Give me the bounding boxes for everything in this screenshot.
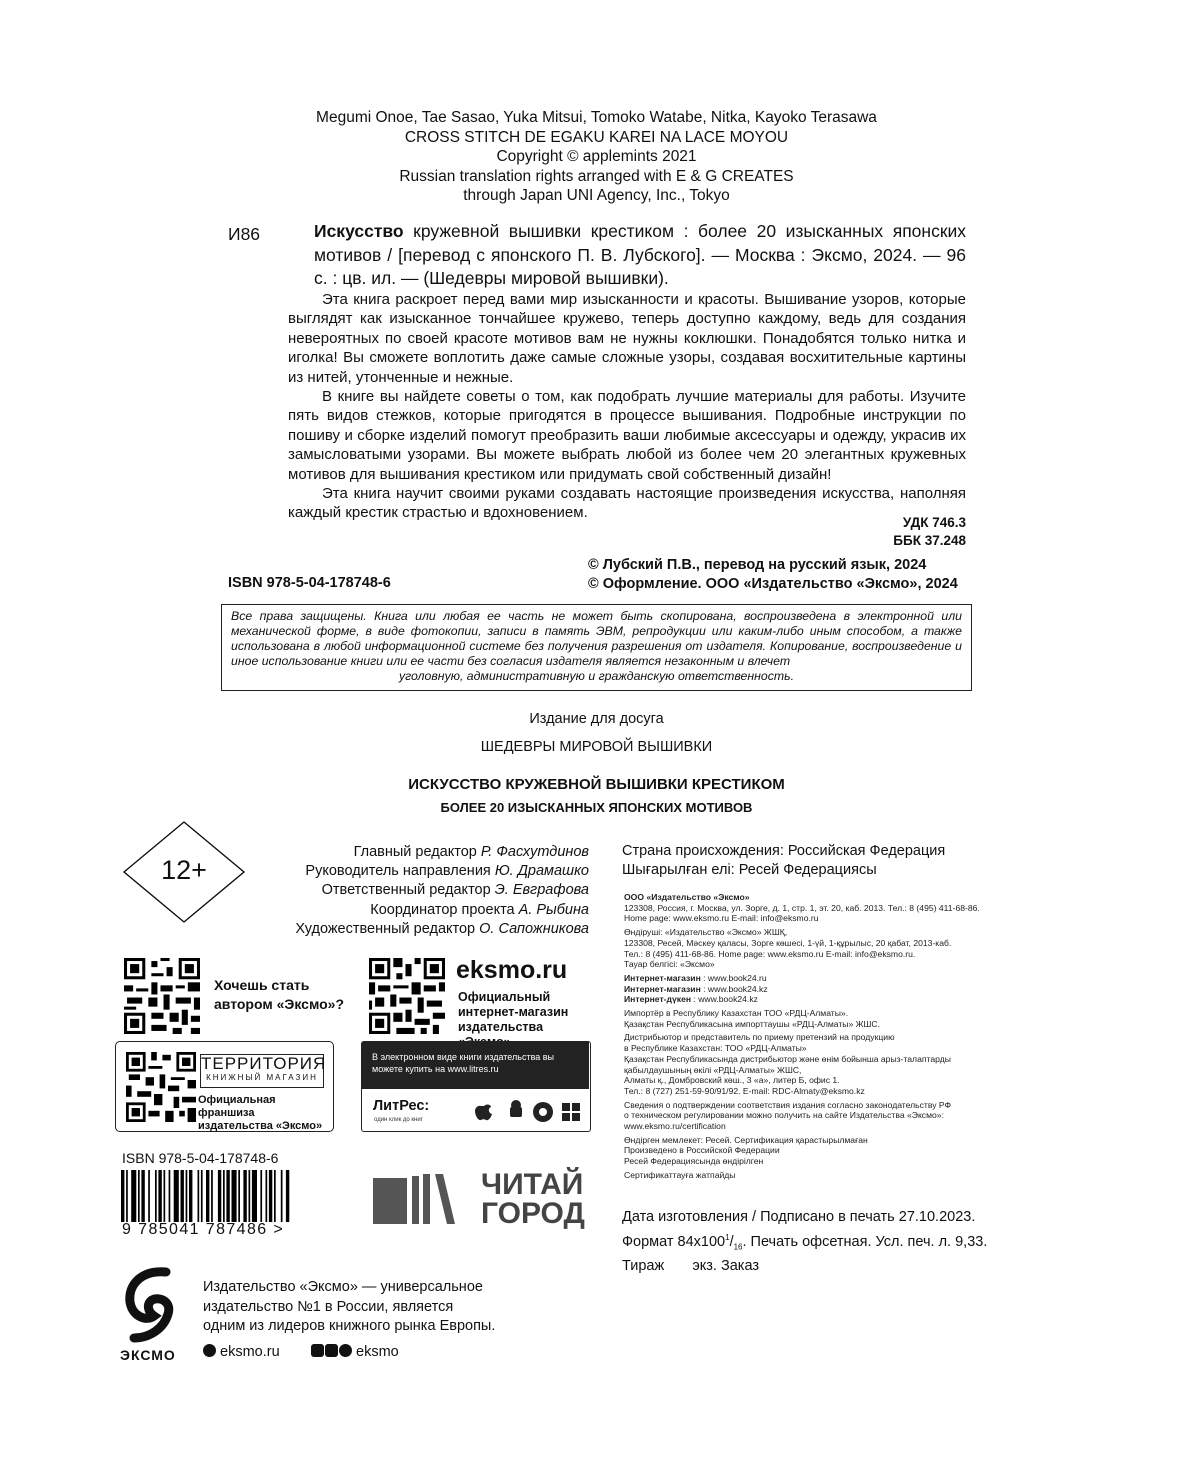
barcode-bar [269, 1170, 272, 1222]
country-of-origin [622, 842, 945, 880]
barcode-bar [126, 1170, 128, 1222]
imprint-line: 123308, Ресей, Мәскеу қаласы, Зорге көшесі, 1-үй, 1-құрылыс, 20 қабат, 2013-каб. [624, 937, 952, 948]
barcode-bar [243, 1170, 246, 1222]
barcode-bar [218, 1170, 221, 1222]
barcode-bar [198, 1170, 200, 1222]
classification [700, 514, 966, 550]
imprint-line: Интернет-магазин : www.book24.kz [624, 983, 768, 994]
catalog-title-bold: Искусство [314, 221, 404, 241]
copyright-translation: © Лубский П.В., перевод на русский язык, 2024 [588, 557, 927, 573]
barcode-bar [260, 1170, 262, 1222]
rights-notice [221, 604, 972, 691]
eksmo-site-logo: eksmo.ru [456, 956, 568, 984]
imprint-line: 123308, Россия, г. Москва, ул. Зорге, д. 1, стр. 1, эт. 20, каб. 2013. Тел.: 8 (495) 411-68-86. [624, 902, 980, 913]
barcode-isbn-label: ISBN 978-5-04-178748-6 [122, 1150, 279, 1166]
staff-row: Главный редактор Р. Фасхутдинов [353, 844, 589, 860]
staff-row: Художественный редактор О. Сапожникова [295, 920, 589, 937]
territory-logo [200, 1054, 327, 1088]
eksmo-logo-icon [122, 1266, 184, 1344]
qr-code [124, 958, 200, 1034]
imprint-line: Импортёр в Республику Казахстан ТОО «РДЦ-Алматы». [624, 1008, 849, 1019]
original-credits [0, 108, 1193, 206]
publisher-about: Издательство «Эксмо» — универсальное издательство №1 в России, является одним из лидеров книжного рынка Европы. [203, 1279, 496, 1334]
territory-title: ТЕРРИТОРИЯ [201, 1054, 327, 1073]
print-date: Дата изготовления / Подписано в печать 27.10.2023. [622, 1209, 976, 1225]
catalog-record [314, 220, 966, 291]
barcode-bar [121, 1170, 124, 1222]
imprint-line: Қазақстан Республикасында дистрибьютор және өнім бойынша арыз-талаптарды [624, 1053, 951, 1064]
book-stack-icon [373, 1168, 465, 1228]
imprint-info [624, 892, 1034, 1181]
series-name: ШЕДЕВРЫ МИРОВОЙ ВЫШИВКИ [480, 739, 713, 755]
chitay-gorod-text: ЧИТАЙ ГОРОД [481, 1168, 585, 1230]
imprint-line: Сертификаттауға жатпайды [624, 1169, 736, 1180]
footer-social[interactable]: eksmo [311, 1344, 399, 1360]
book-title: ИСКУССТВО КРУЖЕВНОЙ ВЫШИВКИ КРЕСТИКОМ [408, 776, 785, 793]
barcode-bar [131, 1170, 136, 1222]
rights-notice-body: Все права защищены. Книга или любая ее часть не может быть скопирована, воспроизведена в электронной или механической форме, в виде фотокопии, записи в память ЭВМ, репродукции или каким-либо иным способом, а также использована в любой информационной системе без получения разрешения от издателя. Копирование, воспроизведение и иное использование книги или ее части без согласия издателя является незаконным и влечет [231, 609, 962, 668]
barcode-bar [281, 1170, 283, 1222]
imprint-line: о техническом регулировании можно получить на сайте Издательства «Эксмо»: [624, 1110, 944, 1121]
staff-row: Руководитель направления Ю. Драмашко [305, 863, 589, 880]
imprint-line: қабылдаушының өкілі «РДЦ-Алматы» ЖШС, [624, 1064, 802, 1075]
udk-code: УДК 746.3 [902, 515, 966, 530]
imprint-line: Интернет-магазин : www.book24.ru [624, 972, 767, 983]
barcode-bar [252, 1170, 257, 1222]
age-rating-badge [122, 820, 246, 924]
imprint-line: Қазақстан Республикасына импорттаушы «РДЦ-Алматы» ЖШС. [624, 1018, 881, 1029]
barcode-bar [211, 1170, 213, 1222]
imprint-line: www.eksmo.ru/certification [624, 1121, 726, 1132]
imprint-line: Тауар белгісі: «Эксмо» [624, 959, 715, 970]
credits-rights: Russian translation rights arranged with E & G CREATES [399, 167, 794, 185]
imprint-line: Тел.: 8 (727) 251-59-90/91/92. E-mail: RDC-Almaty@eksmo.kz [624, 1085, 865, 1096]
footer-site[interactable]: eksmo.ru [203, 1344, 280, 1360]
barcode-icon [121, 1170, 291, 1222]
origin-ru: Страна происхождения: Российская Федерация [622, 843, 946, 859]
barcode-bar [164, 1170, 166, 1222]
catalog-record-rest: кружевной вышивки крестиком : более 20 изысканных японских мотивов / [перевод с японского П. В. Лубского]. — Москва : Эксмо, 2024. — 96 с. : цв. ил. — (Шедевры мировой вышивки). [314, 221, 966, 288]
staff-row: Координатор проекта А. Рыбина [370, 901, 589, 918]
eksmo-site-desc: Официальный интернет-магазин издательства [458, 990, 569, 1034]
credits-authors: Megumi Onoe, Tae Sasao, Yuka Mitsui, Tomoko Watabe, Nitka, Kayoko Terasawa [316, 109, 877, 126]
ok-icon [325, 1344, 338, 1357]
territory-desc: Официальная франшиза издательства «Эксмо» [198, 1094, 323, 1132]
imprint-line: Сведения о подтверждении соответствия издания согласно законодательству РФ [624, 1099, 952, 1110]
book-subtitle: БОЛЕЕ 20 ИЗЫСКАННЫХ ЯПОНСКИХ МОТИВОВ [440, 800, 753, 815]
edition-type: Издание для досуга [529, 711, 664, 727]
litres-tagline: один клик до книг [374, 1117, 423, 1123]
author-mark: И86 [228, 224, 261, 244]
imprint-line: в Республике Казахстан: ТОО «РДЦ-Алматы» [624, 1043, 807, 1054]
barcode-bar [138, 1170, 140, 1222]
staff-list [240, 843, 589, 939]
origin-kz: Шығарылған елі: Ресей Федерациясы [622, 862, 877, 878]
barcode-bar [201, 1170, 203, 1222]
barcode-bar [155, 1170, 157, 1222]
age-rating: 12+ [161, 855, 207, 885]
chitay-gorod-logo [373, 1168, 595, 1230]
barcode-bar [181, 1170, 184, 1222]
barcode-bar [223, 1170, 225, 1222]
barcode-bar [286, 1170, 289, 1222]
annotation-paragraph: Эта книга научит своими руками создавать настоящие произведения искусства, наполняя каждый крестик страстью и вдохновением. [288, 485, 966, 522]
barcode-bar [189, 1170, 192, 1222]
imprint-line: Произведено в Российской Федерации [624, 1145, 780, 1156]
print-info [622, 1208, 987, 1276]
imprint-line: ООО «Издательство «Эксмо» [624, 892, 750, 902]
litres-banner: В электронном виде книги издательства вы можете купить на www.litres.ru [362, 1042, 589, 1089]
vk-icon [311, 1344, 324, 1357]
imprint-line: Өндіруші: «Издательство «Эксмо» ЖШҚ, [624, 927, 788, 938]
imprint-line: Ресей Федерациясында өндірілген [624, 1156, 764, 1167]
barcode-bar [226, 1170, 229, 1222]
annotation-paragraph: Эта книга раскроет перед вами мир изысканности и красоты. Вышивание узоров, которые выглядят как изысканное тончайшее кружево, теперь доступно каждому, ведь для создания невероятных по своей красоте мотивов вам не нужны коклюшки. Понадобятся только нитка и иголка! Вы сможете воплотить даже самые сложные узоры, создавая восхитительные картины из нитей, утонченные и нежные. [288, 291, 966, 386]
annotation [288, 290, 966, 523]
territory-ad [115, 1041, 334, 1132]
qr-code-icon [369, 958, 445, 1034]
barcode-bar [266, 1170, 268, 1222]
barcode-bar [148, 1170, 150, 1222]
credits-original-title: CROSS STITCH DE EGAKU KAREI NA LACE MOYOU [404, 128, 789, 146]
barcode-bar [141, 1170, 144, 1222]
globe-icon [203, 1344, 216, 1357]
qr-code-icon [124, 958, 200, 1034]
isbn: ISBN 978-5-04-178748-6 [228, 575, 391, 591]
rights-notice-last: уголовную, административную и гражданскую ответственность. [398, 669, 795, 683]
imprint-line: Алматы қ., Домбровский көш., 3 «а», литер Б, офис 1. [624, 1075, 840, 1086]
barcode-digits: 9 785041 787486 > [122, 1221, 285, 1238]
print-format: Формат $84x100^1/_{16}$. Печать офсетная. Усл. печ. л. 9,33. [622, 1232, 988, 1252]
qr-code [369, 958, 445, 1034]
eksmo-brand: ЭКСМО [120, 1347, 176, 1363]
credits-agency: through Japan UNI Agency, Inc., Tokyo [463, 187, 730, 204]
barcode-bar [232, 1170, 237, 1222]
imprint-line: Дистрибьютор и представитель по приему претензий на продукцию [624, 1032, 895, 1043]
barcode-bar [206, 1170, 209, 1222]
copyright-design: © Оформление. ООО «Издательство «Эксмо», 2024 [588, 576, 958, 592]
imprint-line: Тел.: 8 (495) 411-68-86. Home page: www.eksmo.ru E-mail: info@eksmo.ru. [624, 948, 916, 959]
telegram-icon [339, 1344, 352, 1357]
imprint-line: Интернет-дүкен : www.book24.kz [624, 994, 758, 1005]
barcode-bar [169, 1170, 171, 1222]
credits-copyright: Copyright © applemints 2021 [496, 148, 697, 165]
app-store-icons [474, 1100, 584, 1124]
barcode-bar [174, 1170, 179, 1222]
apple-icon [475, 1104, 492, 1120]
barcode-bar [238, 1170, 240, 1222]
imprint-line: Home page: www.eksmo.ru E-mail: info@eksmo.ru [624, 913, 819, 924]
barcode-bar [158, 1170, 161, 1222]
annotation-paragraph: В книге вы найдете советы о том, как подобрать лучшие материалы для работы. Изучите пять видов стежков, которые пригодятся в процессе вышивания. Подробные инструкции по пошиву и сборке изделий помогут преобразить ваши любимые аксессуары и одежду, украсив их замысловатыми узорами. Вы можете выбрать любой из более чем 20 элегантных кружевных мотивов для вышивания крестиком или придумать свой собственный дизайн! [288, 388, 966, 483]
copyright-block [588, 556, 988, 594]
barcode-bar [274, 1170, 276, 1222]
bbk-code: ББК 37.248 [893, 533, 966, 548]
imprint-line: Өндірген мемлекет: Ресей. Сертификация қарастырылмаған [624, 1134, 868, 1145]
litres-ad [361, 1041, 591, 1132]
territory-subtitle: КНИЖНЫЙ МАГАЗИН [206, 1073, 318, 1082]
qr-code-icon [126, 1052, 196, 1122]
barcode-bar [249, 1170, 251, 1222]
litres-brand: ЛитРес: [373, 1098, 430, 1114]
print-run: Тираж экз. Заказ [622, 1257, 759, 1274]
barcode-bar [186, 1170, 188, 1222]
become-author-text: Хочешь стать автором «Эксмо»? [214, 977, 345, 1012]
staff-row: Ответственный редактор Э. Евграфова [321, 882, 589, 899]
